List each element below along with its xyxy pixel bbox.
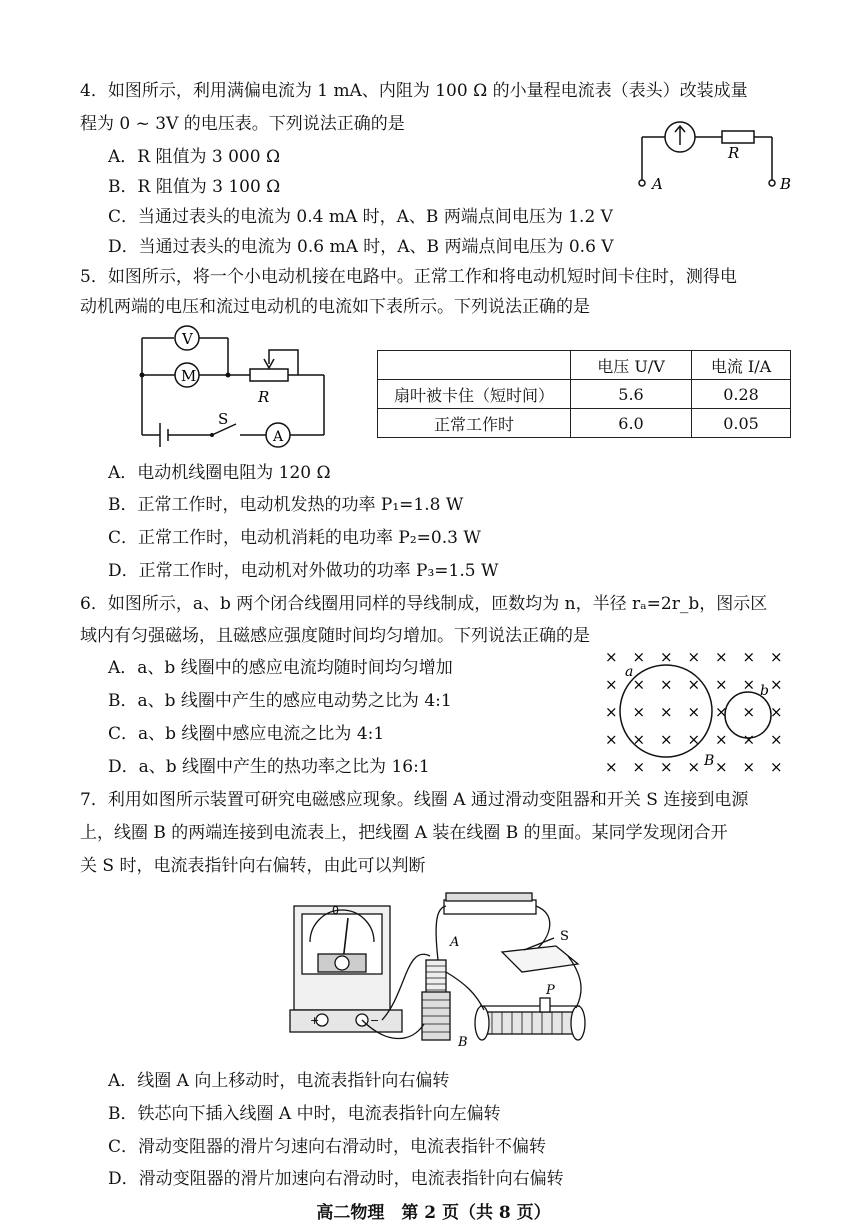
q7-label-zero: 0: [332, 904, 339, 917]
q7-option-b: B．铁芯向下插入线圈 A 中时，电流表指针向左偏转: [108, 1104, 501, 1124]
field-cross-mark: ×: [605, 758, 618, 776]
field-cross-mark: ×: [632, 703, 646, 721]
field-cross-mark: ×: [715, 730, 728, 749]
switch-icon: [502, 946, 578, 972]
field-cross-mark: ×: [770, 730, 783, 749]
q7-stem-line1: 7．利用如图所示装置可研究电磁感应现象。线圈 A 通过滑动变阻器和开关 S 连接到电源: [80, 790, 749, 810]
field-cross-mark: ×: [770, 648, 783, 666]
q6-option-d: D．a、b 线圈中产生的热功率之比为 16:1: [108, 757, 430, 777]
field-cross-mark: ×: [660, 703, 673, 721]
q7-option-a: A．线圈 A 向上移动时，电流表指针向右偏转: [108, 1071, 450, 1091]
field-cross-mark: ×: [742, 648, 756, 666]
q7-label-p: P: [546, 983, 555, 998]
q6-label-field-b: B: [704, 753, 715, 769]
field-cross-mark: ×: [605, 675, 618, 694]
q6-option-c: C．a、b 线圈中感应电流之比为 4:1: [108, 724, 385, 744]
table-cell: 电流 I/A: [692, 351, 791, 380]
field-cross-mark: ×: [715, 703, 728, 721]
field-cross-mark: ×: [742, 675, 756, 694]
field-cross-mark: ×: [742, 730, 756, 749]
table-cell: 电压 U/V: [571, 351, 692, 380]
field-cross-mark: ×: [770, 703, 783, 721]
rheostat-icon: [482, 1012, 578, 1034]
table-row: [378, 409, 791, 438]
table-cell: 扇叶被卡住（短时间）: [378, 380, 571, 409]
field-cross-mark: ×: [715, 675, 728, 694]
field-cross-mark: ×: [715, 648, 728, 666]
q5-label-m: M: [181, 367, 197, 385]
q6-label-a: a: [625, 664, 634, 680]
q6-label-b: b: [760, 683, 769, 699]
q4-label-b: B: [780, 175, 792, 193]
field-cross-mark: ×: [632, 758, 646, 776]
field-cross-mark: ×: [687, 758, 701, 776]
field-cross-mark: ×: [687, 730, 701, 749]
resistor-icon: [722, 131, 754, 143]
field-cross-mark: ×: [605, 703, 618, 721]
table-cell: 正常工作时: [378, 409, 571, 438]
field-cross-mark: ×: [660, 675, 673, 694]
table-header-row: [378, 351, 791, 380]
field-cross-mark: ×: [660, 730, 673, 749]
table-cell: 0.28: [692, 380, 791, 409]
q5-label-a: A: [273, 429, 284, 445]
q4-option-a: A．R 阻值为 3 000 Ω: [108, 147, 281, 167]
q6-magnetic-field-figure: [598, 645, 793, 780]
q4-label-a: A: [652, 175, 663, 193]
q7-option-d: D．滑动变阻器的滑片加速向右滑动时，电流表指针向右偏转: [108, 1169, 564, 1189]
q5-stem-line2: 动机两端的电压和流过电动机的电流如下表所示。下列说法正确的是: [80, 297, 590, 317]
q7-option-c: C．滑动变阻器的滑片匀速向右滑动时，电流表指针不偏转: [108, 1137, 547, 1157]
q7-stem-line2: 上，线圈 B 的两端连接到电流表上，把线圈 A 装在线圈 B 的里面。某同学发现闭合开: [80, 823, 728, 843]
q4-option-d: D．当通过表头的电流为 0.6 mA 时，A、B 两端点间电压为 0.6 V: [108, 237, 614, 257]
field-cross-mark: ×: [660, 758, 673, 776]
q4-label-r: R: [728, 144, 740, 162]
field-cross-mark: ×: [742, 703, 756, 721]
field-cross-mark: ×: [770, 758, 783, 776]
slider-p-icon: [540, 998, 550, 1012]
field-cross-mark: ×: [687, 648, 701, 666]
q5-label-r: R: [258, 388, 270, 406]
q7-label-minus: −: [370, 1014, 380, 1027]
field-cross-mark: ×: [687, 675, 701, 694]
table-cell: [378, 351, 571, 380]
q5-option-a: A．电动机线圈电阻为 120 Ω: [108, 463, 331, 483]
q4-circuit-figure: [630, 112, 800, 197]
rheostat-icon: [250, 369, 288, 381]
q6-stem-line2: 域内有匀强磁场，且磁感应强度随时间均匀增加。下列说法正确的是: [80, 626, 590, 646]
q4-stem-line2: 程为 0 ~ 3V 的电压表。下列说法正确的是: [80, 114, 405, 134]
field-cross-mark: ×: [687, 703, 701, 721]
field-cross-mark: ×: [632, 730, 646, 749]
q4-option-b: B．R 阻值为 3 100 Ω: [108, 177, 281, 197]
q5-stem-line1: 5．如图所示，将一个小电动机接在电路中。正常工作和将电动机短时间卡住时，测得电: [80, 267, 737, 287]
q7-label-s: S: [560, 929, 569, 944]
q5-label-v: V: [182, 330, 193, 348]
page-footer: 高二物理 第 2 页（共 8 页）: [316, 1203, 551, 1223]
q5-option-c: C．正常工作时，电动机消耗的电功率 P₂=0.3 W: [108, 528, 481, 548]
q4-option-c: C．当通过表头的电流为 0.4 mA 时，A、B 两端点间电压为 1.2 V: [108, 207, 613, 227]
field-cross-mark: ×: [742, 758, 756, 776]
field-cross-mark: ×: [632, 648, 646, 666]
q7-apparatus-figure: [286, 884, 606, 1052]
battery-icon: [444, 900, 536, 914]
q6-stem-line1: 6．如图所示，a、b 两个闭合线圈用同样的导线制成，匝数均为 n，半径 rₐ=2r_b，图示区: [80, 594, 768, 614]
q5-label-s: S: [218, 410, 229, 428]
q5-circuit-figure: [132, 320, 332, 450]
q5-option-b: B．正常工作时，电动机发热的功率 P₁=1.8 W: [108, 495, 464, 515]
q7-label-b: B: [458, 1035, 468, 1050]
field-cross-mark: ×: [660, 648, 673, 666]
q6-option-a: A．a、b 线圈中的感应电流均随时间均匀增加: [108, 658, 453, 678]
table-cell: 6.0: [571, 409, 692, 438]
field-cross-mark: ×: [605, 648, 618, 666]
q5-data-table: [377, 350, 791, 438]
field-cross-mark: ×: [770, 675, 783, 694]
field-cross-mark: ×: [715, 758, 728, 776]
field-cross-mark: ×: [632, 675, 646, 694]
q6-option-b: B．a、b 线圈中产生的感应电动势之比为 4:1: [108, 691, 452, 711]
q5-option-d: D．正常工作时，电动机对外做功的功率 P₃=1.5 W: [108, 561, 499, 581]
q4-stem-line1: 4．如图所示，利用满偏电流为 1 mA、内阻为 100 Ω 的小量程电流表（表头）改装成量: [80, 81, 748, 101]
q7-stem-line3: 关 S 时，电流表指针向右偏转，由此可以判断: [80, 856, 426, 876]
q7-label-plus: +: [310, 1014, 320, 1027]
q7-label-a: A: [450, 935, 460, 950]
table-cell: 5.6: [571, 380, 692, 409]
field-cross-mark: ×: [605, 730, 618, 749]
table-cell: 0.05: [692, 409, 791, 438]
table-row: [378, 380, 791, 409]
